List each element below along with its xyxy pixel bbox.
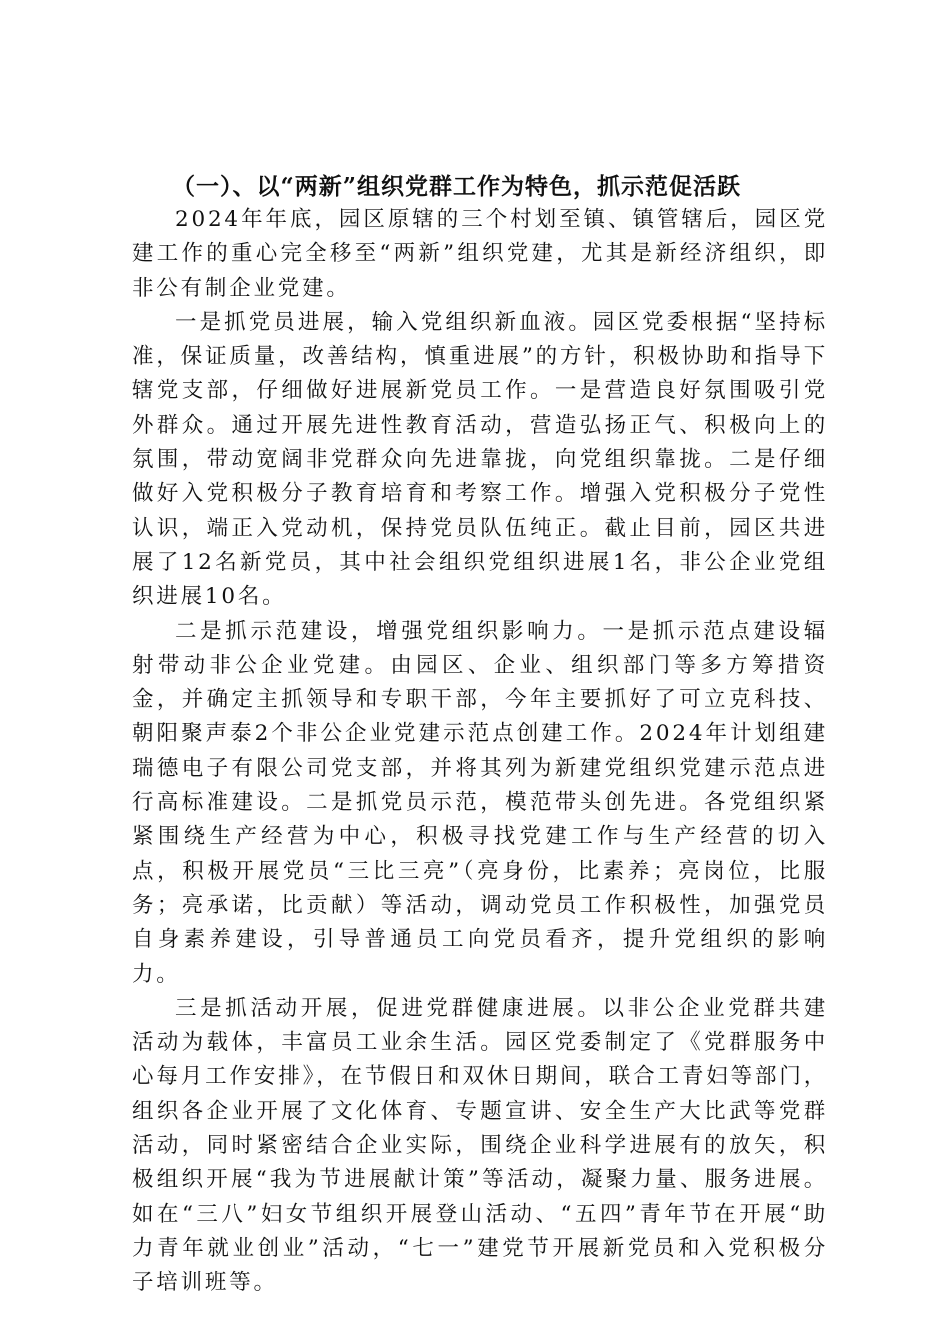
paragraph-member-development: 一是抓党员进展，输入党组织新血液。园区党委根据“坚持标准，保证质量，改善结构，慎重进展”的方针，积极协助和指导下辖党支部，仔细做好进展新党员工作。一是营造良好氛围吸引党外群众。通过开展先进性教育活动，营造弘扬正气、积极向上的氛围，带动宽阔非党群众向先进靠拢，向党组织靠拢。二是仔细做好入党积极分子教育培育和考察工作。增强入党积极分子党性认识，端正入党动机，保持党员队伍纯正。截止目前，园区共进展了12名新党员，其中社会组织党组织进展1名，非公企业党组织进展10名。 — [132, 309, 828, 610]
paragraph-activities: 三是抓活动开展，促进党群健康进展。以非公企业党群共建活动为载体，丰富员工业余生活。园区党委制定了《党群服务中心每月工作安排》，在节假日和双休日期间，联合工青妇等部门，组织各企业开展了文化体育、专题宣讲、安全生产大比武等党群活动，同时紧密结合企业实际，围绕企业科学进展有的放矢，积极组织开展“我为节进展献计策”等活动，凝聚力量、服务进展。如在“三八”妇女节组织开展登山活动、“五四”青年节在开展“助力青年就业创业”活动，“七一”建党节开展新党员和入党积极分子培训班等。 — [132, 995, 828, 1296]
section-heading: （一）、以“两新”组织党群工作为特色，抓示范促活跃 — [172, 173, 741, 200]
paragraph-demonstration-building: 二是抓示范建设，增强党组织影响力。一是抓示范点建设辐射带动非公企业党建。由园区、企业、组织部门等多方筹措资金，并确定主抓领导和专职干部，今年主要抓好了可立克科技、朝阳聚声泰2个非公企业党建示范点创建工作。2024年计划组建瑞德电子有限公司党支部，并将其列为新建党组织党建示范点进行高标准建设。二是抓党员示范，模范带头创先进。各党组织紧紧围绕生产经营为中心，积极寻找党建工作与生产经营的切入点，积极开展党员“三比三亮”（亮身份，比素养；亮岗位，比服务；亮承诺，比贡献）等活动，调动党员工作积极性，加强党员自身素养建设，引导普通员工向党员看齐，提升党组织的影响力。 — [132, 618, 828, 987]
paragraph-intro: 2024年年底，园区原辖的三个村划至镇、镇管辖后，园区党建工作的重心完全移至“两新”组织党建，尤其是新经济组织，即非公有制企业党建。 — [132, 207, 828, 301]
document-page — [132, 170, 828, 1301]
